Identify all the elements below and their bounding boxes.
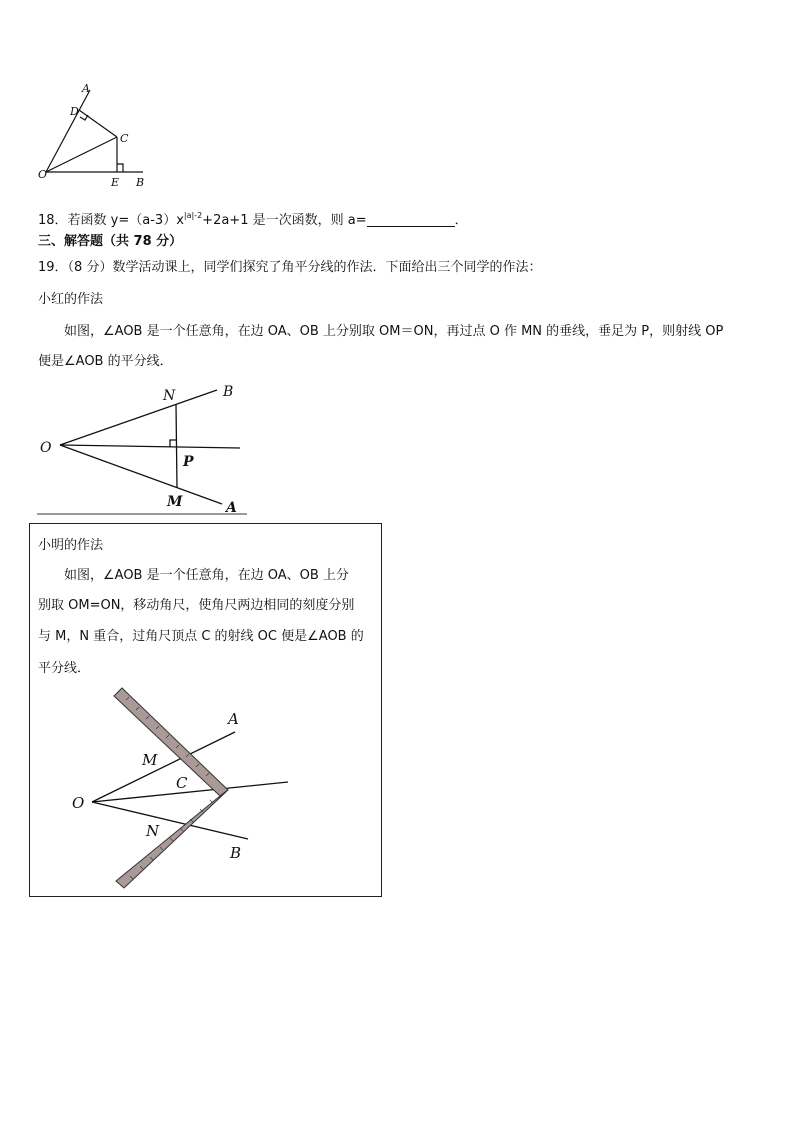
q18-end: ．: [454, 213, 468, 228]
fig1-label-D: D: [70, 105, 79, 118]
fig2-label-N: N: [163, 388, 176, 404]
fig1-label-E: E: [111, 176, 120, 189]
fig2-label-O: O: [40, 440, 52, 456]
q18-exponent: |a|-2: [183, 211, 203, 220]
section-3-heading: 三、解答题（共 78 分）: [38, 234, 183, 249]
figure-2-perpendicular-construction: [35, 380, 250, 520]
fig1-label-C: C: [120, 132, 129, 145]
xiaoming-method-line-1: 如图，∠AOB 是一个任意角，在边 OA、OB 上分: [64, 568, 349, 583]
fig1-label-B: B: [136, 176, 145, 189]
question-19-intro: 19．（8 分）数学活动课上，同学们探究了角平分线的作法．下面给出三个同学的作法：: [38, 260, 542, 275]
fig2-label-M: M: [167, 494, 183, 510]
fig2-label-P: P: [183, 454, 194, 470]
fig1-label-O: O: [38, 168, 48, 181]
q18-answer-blank[interactable]: [367, 212, 455, 227]
xiaoming-method-box: [29, 523, 382, 897]
fig3-label-O: O: [72, 794, 85, 812]
fig3-label-C: C: [176, 774, 188, 792]
q18-prefix: 18．若函数 y=（a-3）x: [38, 213, 184, 228]
fig2-label-A: A: [226, 500, 237, 516]
q18-suffix: +2a+1 是一次函数，则 a=: [202, 213, 367, 228]
question-18: [38, 206, 468, 231]
fig3-label-M: M: [142, 751, 158, 769]
fig3-label-N: N: [146, 822, 160, 840]
fig1-label-A: A: [82, 82, 90, 95]
xiaoming-method-title: 小明的作法: [38, 538, 104, 553]
carpenter-square: [114, 688, 228, 888]
xiaoming-method-line-4: 平分线．: [38, 661, 91, 676]
figure-1-angle-diagram: [30, 80, 160, 195]
fig3-label-B: B: [230, 844, 242, 862]
xiaoming-method-line-3: 与 M，N 重合，过角尺顶点 C 的射线 OC 便是∠AOB 的: [38, 629, 364, 644]
xiaoming-method-line-2: 别取 OM=ON，移动角尺，使角尺两边相同的刻度分别: [38, 598, 355, 613]
figure-3-carpenter-square-construction: [70, 684, 340, 894]
xiaohong-method-line-2: 便是∠AOB 的平分线．: [38, 354, 173, 369]
xiaohong-method-title: 小红的作法: [38, 292, 104, 307]
fig2-label-B: B: [223, 384, 234, 400]
xiaohong-method-line-1: 如图，∠AOB 是一个任意角，在边 OA、OB 上分别取 OM＝ON，再过点 O 作 MN 的垂线，垂足为 P，则射线 OP: [64, 324, 724, 339]
fig3-label-A: A: [228, 710, 239, 728]
